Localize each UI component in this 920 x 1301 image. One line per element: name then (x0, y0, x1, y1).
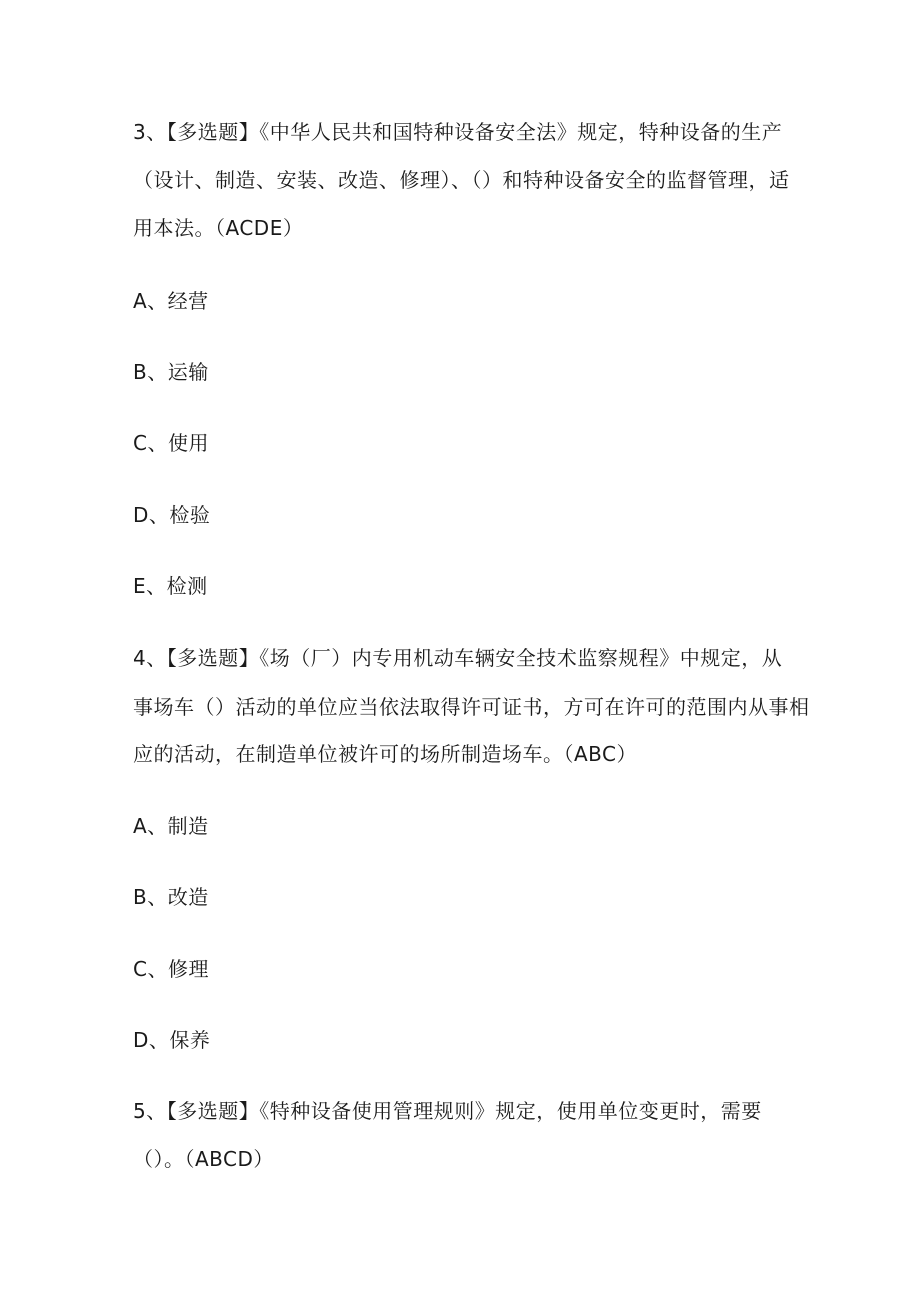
question-stem-line: 用本法。（ACDE） (133, 216, 304, 240)
question-stem-line: （）。（ABCD） (133, 1147, 274, 1171)
option-b: B、改造 (133, 885, 209, 909)
option-b: B、运输 (133, 360, 209, 384)
option-c: C、修理 (133, 957, 209, 981)
option-d: D、保养 (133, 1028, 211, 1052)
question-stem-line: 5、【多选题】《特种设备使用管理规则》规定，使用单位变更时，需要 (133, 1099, 762, 1123)
option-e: E、检测 (133, 574, 208, 598)
option-c: C、使用 (133, 431, 209, 455)
question-stem-line: 事场车（）活动的单位应当依法取得许可证书，方可在许可的范围内从事相 (133, 695, 810, 719)
option-a: A、经营 (133, 289, 209, 313)
question-stem-line: 应的活动，在制造单位被许可的场所制造场车。（ABC） (133, 742, 638, 766)
option-a: A、制造 (133, 814, 209, 838)
question-stem-line: （设计、制造、安装、改造、修理）、（）和特种设备安全的监督管理，适 (133, 168, 790, 192)
option-d: D、检验 (133, 503, 211, 527)
question-stem-line: 3、【多选题】《中华人民共和国特种设备安全法》规定，特种设备的生产 (133, 120, 783, 144)
question-stem-line: 4、【多选题】《场（厂）内专用机动车辆安全技术监察规程》中规定，从 (133, 646, 783, 670)
